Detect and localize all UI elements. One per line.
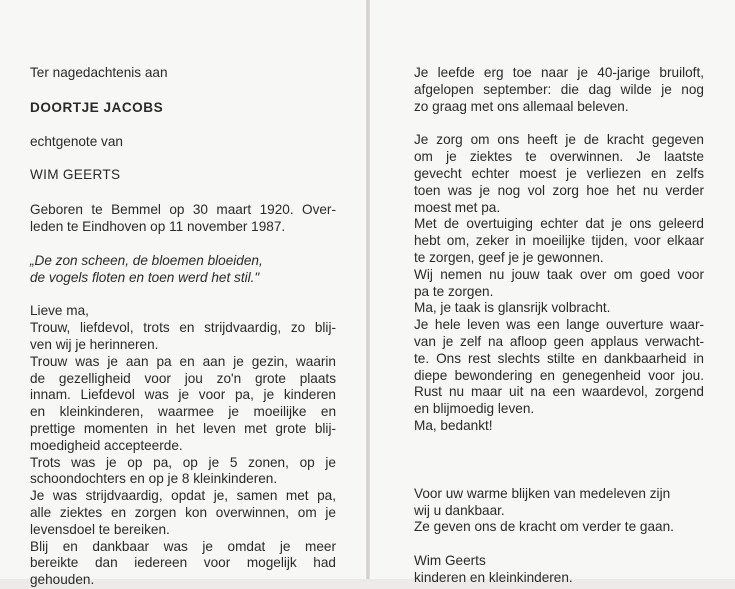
card-fold (366, 0, 370, 579)
text-line: Je hele leven was een lange ouverture waar- (414, 317, 704, 333)
intro-text: Ter nagedachtenis aan (30, 65, 168, 80)
text-line: Rust nu maar uit na een waardevol, zorgend (414, 384, 704, 400)
text-line: Met de overtuiging echter dat je ons geleerd (414, 216, 704, 232)
birth-death-line: Geboren te Bemmel op 30 maart 1920. Over- (30, 202, 336, 218)
text-line: Voor uw warme blijken van medeleven zijn (414, 485, 671, 501)
letter-line: Trouw was je aan pa en aan je gezin, waarin (30, 353, 336, 369)
letter-line: Lieve ma, (30, 303, 89, 319)
birth-death-text (30, 202, 336, 236)
text-line: moest met pa. (414, 199, 501, 215)
letter-line: moedigheid accepteerde. (30, 437, 183, 453)
paragraph-anniversary (414, 65, 704, 115)
text-line: wij u dankbaar. (414, 502, 505, 518)
spouse-label: echtgenote van (30, 133, 123, 149)
letter-line: alle ziektes en zorgen kon overwinnen, om je (30, 504, 336, 520)
text-line: Ma, je taak is glansrijk volbracht. (414, 300, 611, 316)
spouse-name: WIM GEERTS (30, 167, 121, 183)
text-line: te zorgen, geef je je gewonnen. (414, 249, 604, 265)
quote-line: „De zon scheen, de bloemen bloeiden, (30, 252, 263, 268)
memorial-quote (30, 253, 336, 287)
letter-line: levensdoel te bereiken. (30, 521, 170, 537)
letter-line: bereikte dan iedereen voor mogelijk had (30, 555, 336, 571)
letter-line: de gezelligheid voor jou zo'n grote plaats (30, 370, 336, 386)
text-line: hebt om, zeker in moeilijke tijden, voor elkaar (414, 233, 704, 249)
text-line: Je leefde erg toe naar je 40-jarige bruiloft, (414, 65, 704, 80)
letter-line: Je was strijdvaardig, opdat je, samen met pa, (30, 488, 336, 504)
letter-line: Trots was je op pa, op je 5 zonen, op je (30, 454, 336, 470)
signature-family: kinderen en kleinkinderen. (414, 569, 573, 585)
letter-line: gehouden. (30, 572, 95, 588)
text-line: te. Ons rest slechts stilte en dankbaarheid in (414, 350, 704, 366)
right-column (414, 65, 704, 587)
letter-text (30, 303, 336, 589)
text-line: pa te zorgen. (414, 283, 494, 299)
text-line: van je zelf na afloop geen applaus verwacht- (414, 333, 704, 349)
text-line: en blijmoedig leven. (414, 401, 535, 417)
text-line: diepe bewondering en genegenheid voor jou. (414, 367, 704, 383)
text-line: Ze geven ons de kracht om verder te gaan. (414, 519, 674, 535)
text-line: Ma, bedankt! (414, 417, 493, 433)
left-column (30, 65, 336, 589)
thanks-text (414, 486, 704, 536)
text-line: Je zorg om ons heeft je de kracht gegeven (414, 132, 704, 148)
letter-line: schoondochters en op je 8 kleinkinderen. (30, 471, 278, 487)
paragraph-tribute (414, 132, 704, 434)
text-line: afgelopen september: die dag wilde je nog (414, 81, 704, 97)
letter-line: en kleinkinderen, waarmee je moeilijke en (30, 404, 336, 420)
letter-line: ven wij je herinneren. (30, 336, 159, 352)
signature-name: Wim Geerts (414, 553, 486, 569)
text-line: Wij nemen nu jouw taak over om goed voor (414, 266, 704, 282)
letter-line: Blij en dankbaar was je omdat je meer (30, 538, 336, 554)
letter-line: prettige momenten in het leven met grote blij- (30, 420, 336, 436)
letter-line: innam. Liefdevol was je voor pa, je kinderen (30, 387, 336, 403)
birth-death-line: leden te Eindhoven op 11 november 1987. (30, 218, 286, 234)
quote-line: de vogels floten en toen werd het stil." (30, 269, 260, 285)
text-line: gevecht echter moest je verliezen en zelfs (414, 165, 704, 181)
text-line: zo graag met ons allemaal beleven. (414, 98, 629, 114)
signature (414, 553, 704, 587)
deceased-name: DOORTJE JACOBS (30, 99, 164, 115)
letter-line: Trouw, liefdevol, trots en strijdvaardig, zo blij- (30, 320, 336, 336)
text-line: om je ziektes te overwinnen. Je laatste (414, 149, 704, 165)
text-line: toen was je nog vol zorg hoe het nu verder (414, 182, 704, 198)
